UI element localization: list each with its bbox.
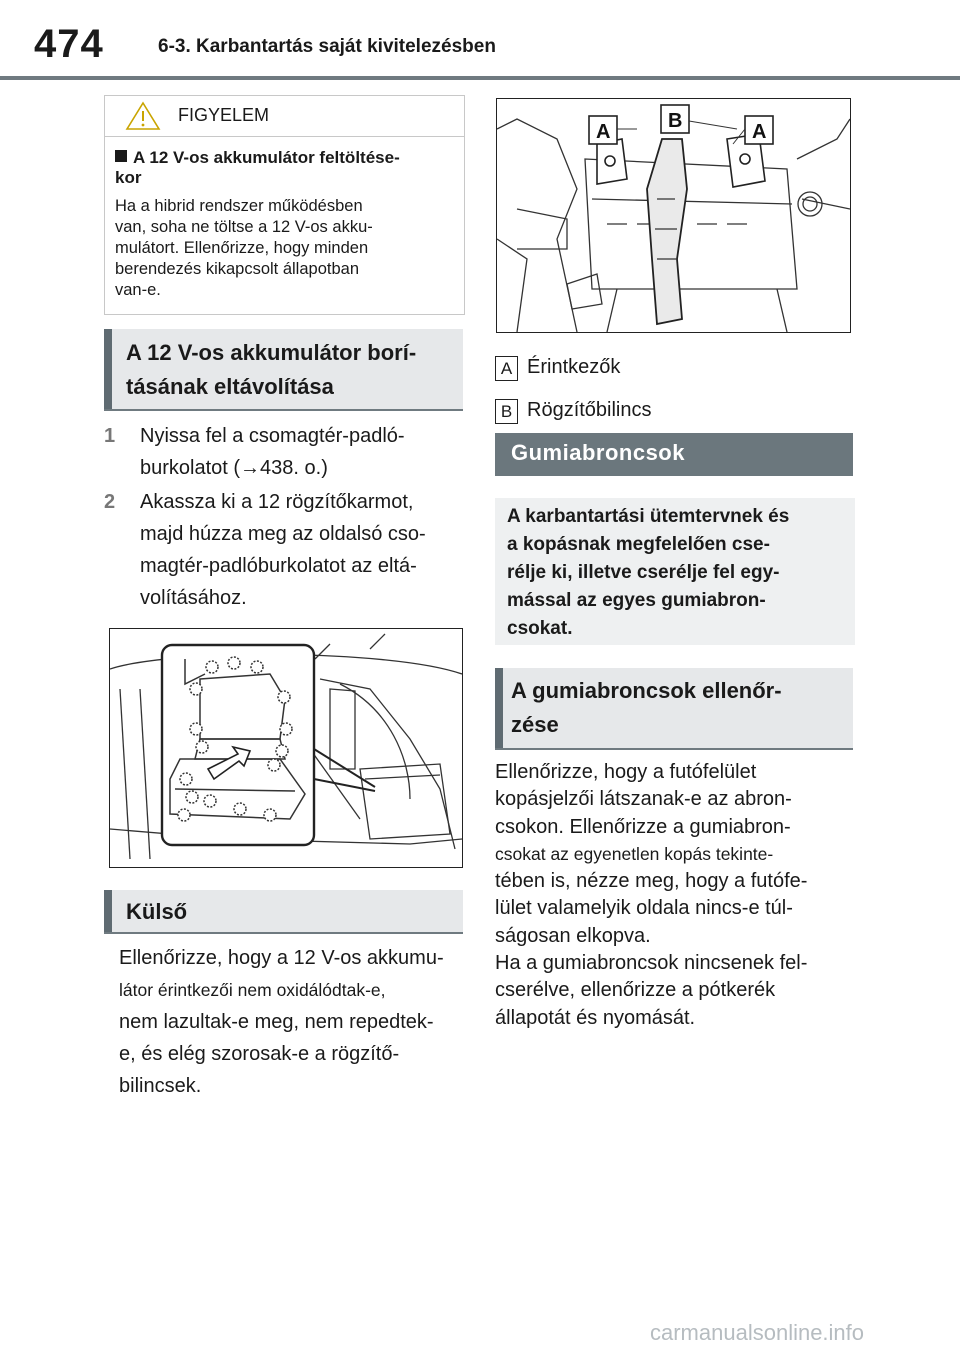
trunk-floor-illustration — [109, 628, 463, 868]
warning-subtitle: A 12 V-os akkumulátor feltöltése- kor — [115, 148, 400, 187]
page-number: 474 — [34, 22, 104, 66]
legend-key: B — [495, 399, 518, 424]
warning-triangle-icon — [125, 101, 161, 131]
exterior-text: Ellenőrizze, hogy a 12 V-os akkumu- látor érintkezői nem oxidálódtak-e, nem lazultak-e meg, nem repedtek- e, és elég szorosak-e a rögzítő- bilincsek. — [119, 947, 444, 1097]
legend-key: A — [495, 356, 518, 381]
section-title: 6-3. Karbantartás saját kivitelezésben — [158, 36, 496, 57]
warning-text: Ha a hibrid rendszer működésben van, soha ne töltse a 12 V-os akku- mulátort. Ellenőrizze, hogy minden berendezés kikapcsolt állapotban van-e. — [115, 197, 373, 299]
page-header — [0, 0, 960, 80]
callout-a-left: A — [596, 121, 611, 143]
heading-cover-removal: A 12 V-os akkumulátor borí- tásának eltávolítása — [104, 329, 463, 411]
step-number: 2 — [104, 491, 116, 513]
heading-tire-check: A gumiabroncsok ellenőr- zése — [495, 668, 853, 750]
heading-exterior: Külső — [104, 890, 463, 934]
warning-box — [104, 95, 465, 315]
step-1: 1 Nyissa fel a csomagtér-padló- burkolatot (→438. o.) — [104, 420, 464, 484]
heading-tires: Gumiabroncsok — [495, 433, 853, 476]
legend-label: Érintkezők — [527, 356, 621, 378]
square-bullet-icon — [115, 150, 127, 162]
step-number: 1 — [104, 425, 116, 447]
tire-check-text: Ellenőrizze, hogy a futófelület kopásjelzői látszanak-e az abron- csokon. Ellenőrizze a gumiabron- csokat az egyenetlen kopás tekinte- tében is, nézze meg, hogy a futófe- lület valamelyik oldala nincs-e túl- ságosan elkopva. Ha a gumiabroncsok nincsenek fel- cserélve, ellenőrizze a pótkerék állapotát és nyomását. — [495, 761, 808, 1029]
callout-a-right: A — [752, 121, 767, 143]
header-rule — [0, 76, 960, 80]
warning-header — [105, 96, 464, 137]
legend-label: Rögzítőbilincs — [527, 399, 652, 421]
watermark-text: carmanualsonline.info — [650, 1320, 865, 1345]
warning-title: FIGYELEM — [178, 105, 270, 125]
step-2: 2 Akassza ki a 12 rögzítőkarmot, majd húzza meg az oldalsó cso- magtér-padlóburkolatot az eltá- volításához. — [104, 486, 464, 614]
battery-illustration — [496, 98, 851, 333]
tires-intro-box: A karbantartási ütemtervnek és a kopásnak megfelelően cse- rélje ki, illetve cserélje fel egy- mással az egyes gumiabron- csokat. — [495, 498, 855, 645]
callout-b: B — [668, 110, 683, 132]
